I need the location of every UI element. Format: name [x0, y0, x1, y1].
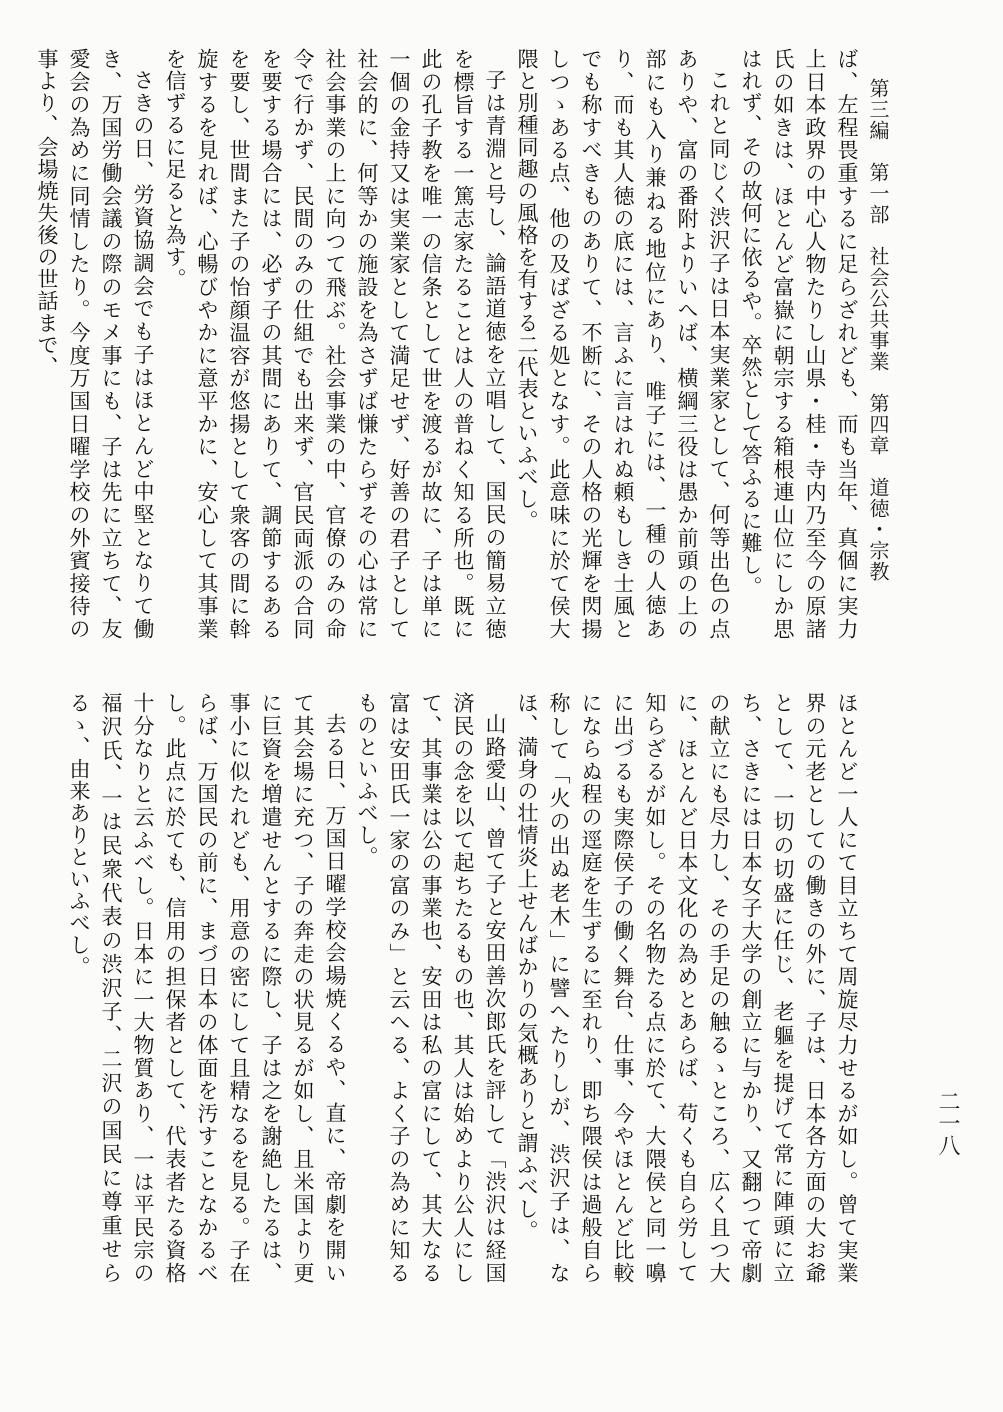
- paragraph: さきの日、労資協調会でも子はほとんど中堅となりて働き、万国労働会議の際のモメ事にも、子は先に立ちて、友愛会の為めに同情したり。今度万国日曜学校の外賓接待の事より、会場焼失後の世話まで、: [35, 48, 155, 640]
- paragraph: 子は青淵と号し、論語道徳を立唱して、国民の簡易立徳を標旨する一篤志家たることは人の普ねく知る所也。既に此の孔子教を唯一の信条として世を渡るが故に、子は単に一個の金持又は実業家として満足せず、好善の君子として社会的に、何等かの施設を為さずば慊たらずその心は常に社会事業の上に向つて飛ぶ。社会事業の中、官僚のみの命令で行かず、民間のみの仕組でも出来ず、官民両派の合同を要する場合には、必ず子の其間にありて、調節するあるを要し、世間また子の怡顔温容が悠揚として衆客の間に斡旋するを見れば、心暢びやかに意平かに、安心して其事業を信ずるに足ると為す。: [163, 48, 507, 640]
- running-header: 第三編 第一部 社会公共事業 第四章 道徳・宗教: [866, 78, 890, 582]
- paragraph: 去る日、万国日曜学校会場焼くるや、直に、帝劇を開いて其会場に充つ、子の奔走の状見るが如し、且米国より更に巨資を増遣せんとするに際し、子は之を謝絶したるは、事小に似たれども、用意の密にして且精なるを見る。子在らば、万国民の前に、まづ日本の体面を汚すことなかるべし。此点に於ても、信用の担保者として、代表者たる資格十分なりと云ふべし。日本に一大物質あり、一は平民宗の福沢氏、一は民衆代表の渋沢子、二沢の国民に尊重せらるゝ、由来ありといふべし。: [67, 692, 347, 1284]
- lower-text-block: [67, 692, 863, 1284]
- paragraph: ば、左程畏重するに足らざれども、而も当年、真個に実力上日本政界の中心人物たりし山県・桂・寺内乃至今の原諸氏の如きは、ほとんど富嶽に朝宗する箱根連山位にしか思はれず、その故何に依るや。卒然として答ふるに難し。: [739, 48, 859, 640]
- paragraph: 山路愛山、曾て子と安田善次郎氏を評して「渋沢は経国済民の念を以て起ちたるもの也、其人は始めより公人にして、其事業は公の事業也、安田は私の富にして、其大なる富は安田氏一家の富のみ」と云へる、よく子の為めに知るものといふべし。: [355, 692, 507, 1284]
- page-number: 二一八: [935, 1090, 960, 1156]
- paragraph: これと同じく渋沢子は日本実業家として、何等出色の点ありや、富の番附よりいへば、横綱三役は愚か前頭の上の部にも入り兼ねる地位にあり、唯子には、一種の人徳あり、而も其人徳の底には、言ふに言はれぬ頼もしき士風とでも称すべきものありて、不断に、その人格の光輝を閃揚しつゝある点、他の及ばざる処となす。此意味に於て侯大隈と別種同趣の風格を有する二代表といふべし。: [515, 48, 731, 640]
- paragraph: ほとんど一人にて目立ちて周旋尽力せるが如し。曾て実業界の元老としての働きの外に、子は、日本各方面の大お爺として、一切の切盛に任じ、老軀を提げて常に陣頭に立ち、さきには日本女子大学の創立に与かり、又翻つて帝劇の献立にも尽力し、その手足の触るゝところ、広く且つ大に、ほとんど日本文化の為めとあらば、苟くも自ら労して知らざるが如し。その名物たる点に於て、大隈侯と同一嚊に出づるも実際侯子の働く舞台、仕事、今やほとんど比較にならぬ程の逕庭を生ずるに至れり、即ち隈侯は過般自ら称して「火の出ぬ老木」に譬へたりしが、渋沢子は、なほ、満身の壮情炎上せんばかりの気概ありと謂ふべし。: [515, 692, 859, 1284]
- upper-text-block: [35, 48, 863, 640]
